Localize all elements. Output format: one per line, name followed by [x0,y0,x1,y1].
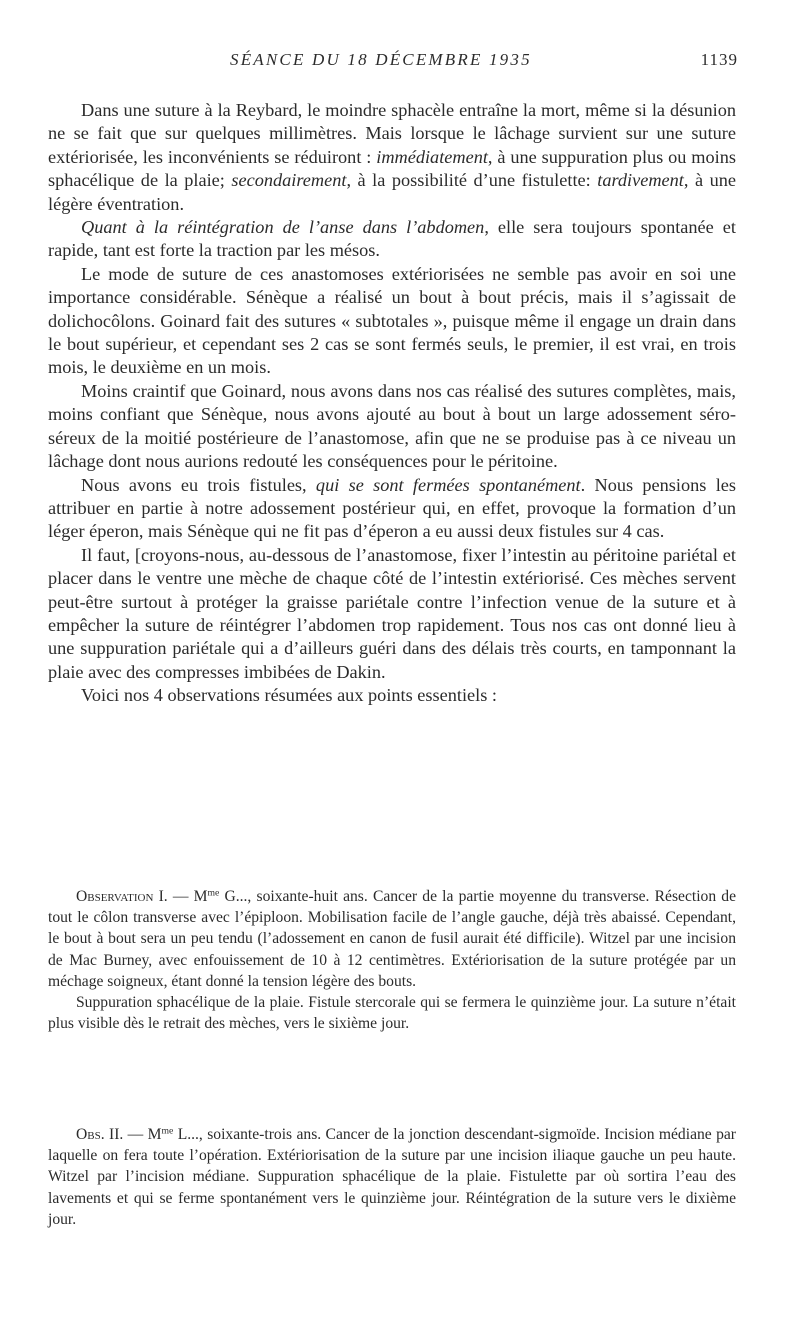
body-paragraph [48,263,736,380]
text-run: Il faut, [croyons-nous, au-dessous de l’anastomose, fixer l’intestin au péritoine pariétal et placer dans le ventre une mèche de chaque côté de l’intestin extériorisé. Ces mèches servent peut-être surtout à protéger la graisse pariétale contre l’infection venue de la suture et à empêcher la suture de réintégrer l’abdomen trop rapidement. Tous nos cas ont donné lieu à une suppuration pariétale qui a d’ailleurs guéri dans des délais très courts, en tamponnant la plaie avec des compresses imbibées de Dakin. [48,544,736,682]
italic-text: secondairement [231,170,347,191]
observation-1 [48,886,736,1034]
page-number: 1139 [700,50,738,69]
text-run: Moins craintif que Goinard, nous avons dans nos cas réalisé des sutures complètes, mais, moins confiant que Sénèque, nous avons ajouté au bout à bout un large adossement séro-séreux de la moitié postérieure de l’anastomose, afin que ne se produise pas à ce niveau un lâchage dont nous aurions redouté les conséquences pour le péritoine. [48,380,736,472]
body-paragraph [48,380,736,474]
text-run: , à la possibilité d’une fistulette: [346,170,598,191]
body-paragraph [48,474,736,544]
text-run: , à une légère éventration. [48,170,736,214]
body-paragraph [48,544,736,684]
text-run: Suppuration sphacélique de la plaie. Fistule stercorale qui se fermera le quinzième jour. La suture n’était plus visible dès le retrait des mèches, vers le sixième jour. [48,994,736,1033]
superscript: me [207,887,220,899]
observation-2 [48,1124,736,1230]
small-caps-text: Observation [76,888,154,905]
text-run: . II. — M [100,1126,162,1143]
text-run: Dans une suture à la Reybard, le moindre sphacèle entraîne la mort, même si la désunion ne se fait que sur quelques millimètres. Mais lorsque le lâchage survient sur une suture extériorisée, les inconvénients se réduiront : [48,100,736,167]
italic-text: Quant à la réintégration de l’anse dans l’abdomen [81,217,485,238]
text-run: Voici nos 4 observations résumées aux points essentiels : [81,685,498,706]
observation-paragraph [48,992,736,1034]
body-paragraph [48,684,736,707]
text-run: L..., soixante-trois ans. Cancer de la jonction descendant-sigmoïde. Incision médiane par laquelle on fera toute l’opération. Extériorisation de la suture par une incision iliaque gauche un peu haute. Witzel par l’incision médiane. Suppuration sphacélique de la plaie. Fistulette par où sortira l’eau des lavements et qui se ferme spontanément vers le quinzième jour. Réintégration de la suture vers le dixième jour. [48,1126,737,1228]
running-title: SÉANCE DU 18 DÉCEMBRE 1935 [230,50,532,69]
observation-paragraph [48,1124,736,1230]
text-run: I. — M [153,888,208,905]
body-paragraph [48,99,736,216]
italic-text: immédiatement [376,146,488,167]
superscript: me [161,1125,174,1137]
text-run: , elle sera toujours spontanée et rapide, tant est forte la traction par les mésos. [48,217,736,261]
body-paragraph [48,216,736,263]
body-text [48,99,736,708]
text-run: G..., soixante-huit ans. Cancer de la partie moyenne du transverse. Résection de tout le côlon transverse avec l’épiploon. Mobilisation facile de l’angle gauche, déjà très abaissé. Cependant, le bout à bout sera un peu tendu (l’adossement en canon de fusil aurait été difficile). Witzel par une incision de Mac Burney, avec enfouissement de 10 à 12 centimètres. Extériorisation de la suture protégée par un méchage soigneux, étant donné la tension légère des bouts. [48,888,737,990]
running-header [48,50,738,74]
text-run: Nous avons eu trois fistules, [81,474,316,495]
text-run: Le mode de suture de ces anastomoses extériorisées ne semble pas avoir en soi une importance considérable. Sénèque a réalisé un bout à bout précis, mais il s’agissait de dolichocôlons. Goinard fait des sutures « subtotales », puisque même il engage un drain dans le bout supérieur, et cependant ses 2 cas se sont fermés seuls, le premier, il est vrai, en trois mois, le deuxième en un mois. [48,263,736,378]
text-run: , à une suppuration plus ou moins sphacélique de la plaie; [48,146,736,191]
italic-text: qui se sont fermées spontanément [315,474,581,495]
italic-text: tardivement [597,170,684,191]
observation-paragraph [48,886,736,992]
small-caps-text: Obs [76,1126,101,1143]
text-run: . Nous pensions les attribuer en partie à notre adossement postérieur qui, en effet, provoque la formation d’un léger éperon, mais Sénèque qui ne fit pas d’éperon a eu aussi deux fistules sur 4 cas. [48,474,737,542]
